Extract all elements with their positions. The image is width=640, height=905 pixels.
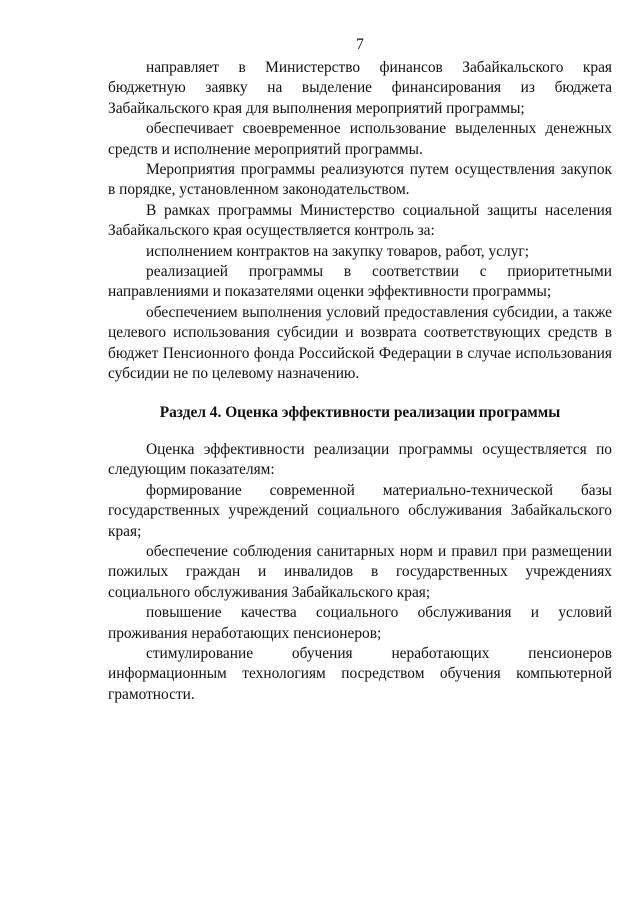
paragraph: Оценка эффективности реализации программы осуществляется по следующим показателям: [108,440,612,479]
paragraph: Мероприятия программы реализуются путем осуществления закупок в порядке, установленном законодательством. [108,161,612,199]
section-heading: Раздел 4. Оценка эффективности реализации программы [159,403,561,421]
paragraph: В рамках программы Министерство социальной защиты населения Забайкальского края осуществляется контроль за: [108,201,612,240]
paragraph: направляет в Министерство финансов Забайкальского края бюджетную заявку на выделение финансирования из бюджета Забайкальского края для выполнения мероприятий программы; [108,59,612,117]
page-number: 7 [356,36,364,53]
paragraph: формирование современной материально-технической базы государственных учреждений социального обслуживания Забайкальского края; [108,481,612,540]
paragraph: обеспечением выполнения условий предоставления субсидии, а также целевого использования субсидии и возврата соответствующих средств в бюджет Пенсионного фонда Российской Федерации в случае использования субсидии не по целевому назначению. [108,303,612,383]
paragraph: повышение качества социального обслуживания и условий проживания неработающих пенсионеров; [108,604,612,642]
body-text-after-heading [108,440,612,705]
paragraph: реализацией программы в соответствии с приоритетными направлениями и показателями оценки эффективности программы; [108,263,612,301]
paragraph: стимулирование обучения неработающих пенсионеров информационным технологиям посредством обучения компьютерной грамотности. [108,644,612,703]
paragraph: обеспечение соблюдения санитарных норм и правил при размещении пожилых граждан и инвалидов в государственных учреждениях социального обслуживания Забайкальского края; [108,542,612,601]
paragraph: обеспечивает своевременное использование выделенных денежных средств и исполнение мероприятий программы. [108,120,612,158]
body-text-before-heading [108,58,612,385]
paragraph: исполнением контрактов на закупку товаров, работ, услуг; [146,242,529,260]
document-page [108,36,612,705]
